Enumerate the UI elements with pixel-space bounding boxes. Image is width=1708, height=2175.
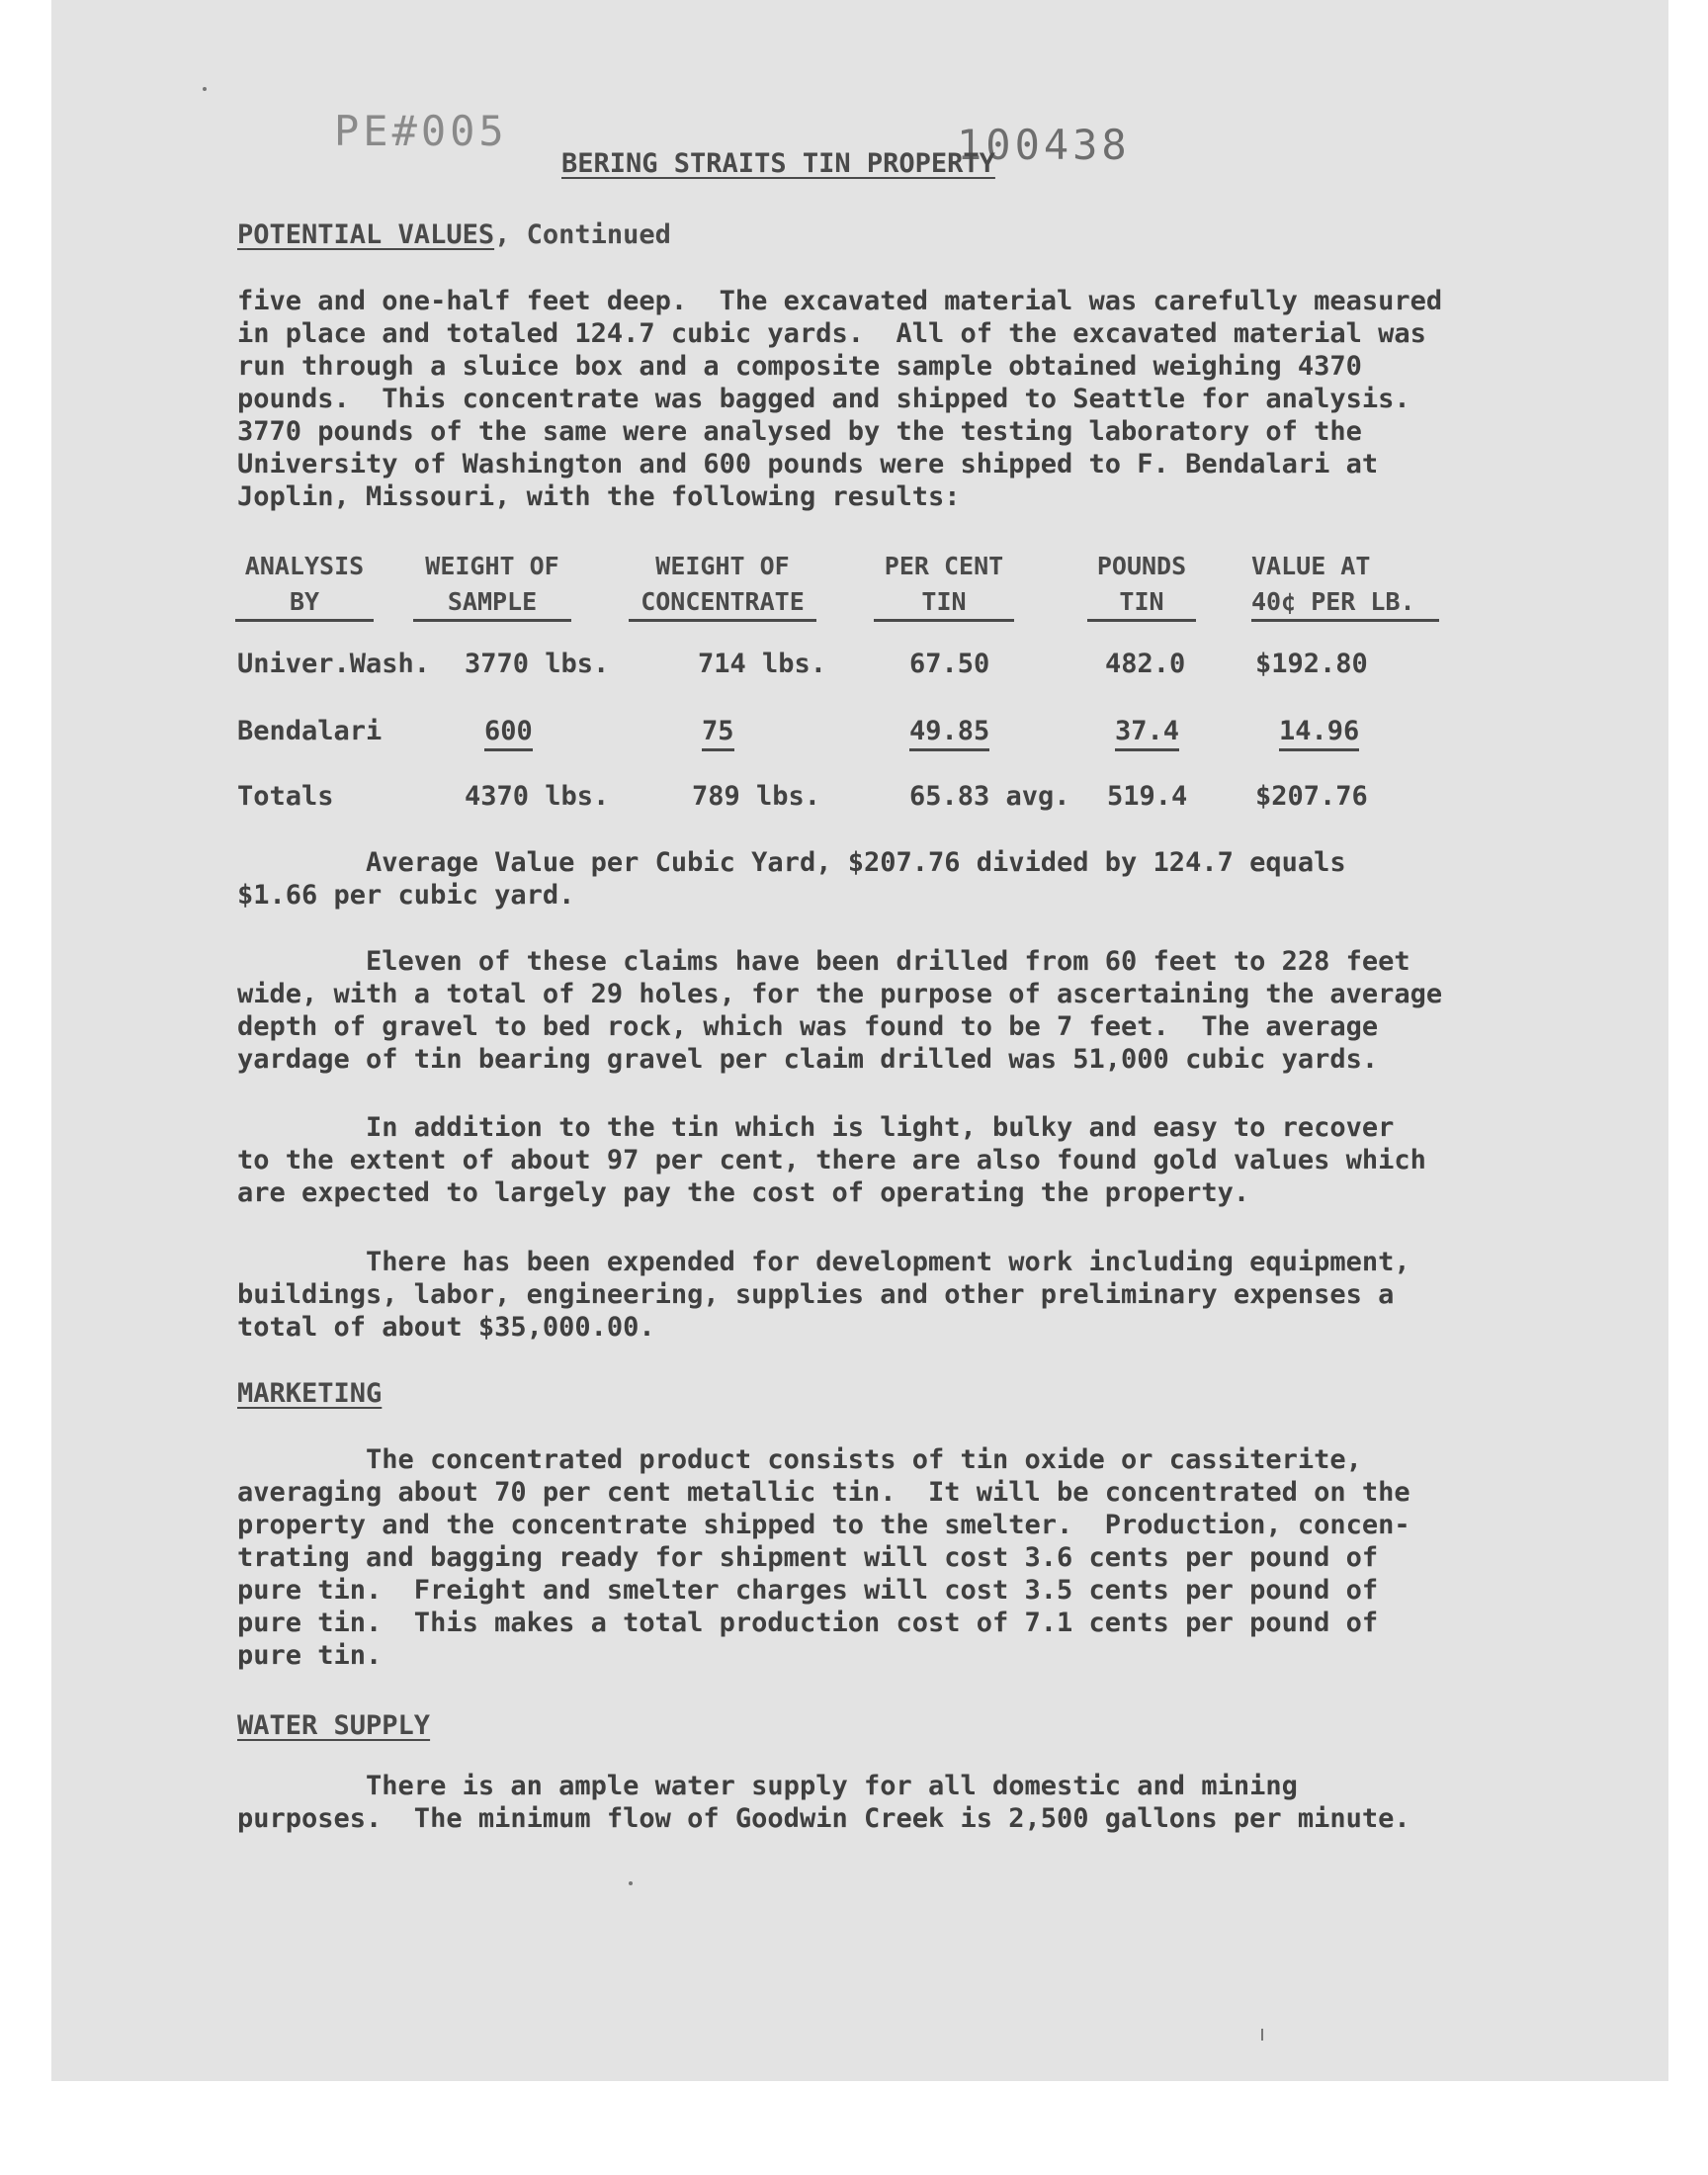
cell-value: 49.85 bbox=[909, 716, 989, 751]
header-line-1: PER CENT bbox=[884, 552, 1004, 580]
cell-value: 14.96 bbox=[1279, 716, 1359, 751]
paragraph-line: University of Washington and 600 pounds were shipped to F. Bendalari at bbox=[237, 449, 1379, 479]
cell-value: 600 bbox=[484, 716, 533, 751]
table-cell: $192.80 bbox=[1255, 649, 1368, 679]
paragraph-line: pure tin. Freight and smelter charges will cost 3.5 cents per pound of bbox=[237, 1575, 1379, 1606]
paragraph-line: In addition to the tin which is light, bulky and easy to recover bbox=[237, 1112, 1395, 1143]
table-cell: 67.50 bbox=[909, 649, 990, 679]
section-heading-main: POTENTIAL VALUES bbox=[237, 219, 495, 250]
paragraph-line: depth of gravel to bed rock, which was found to be 7 feet. The average bbox=[237, 1011, 1379, 1042]
section-heading-potential-values bbox=[237, 219, 671, 250]
table-cell-underlined bbox=[470, 716, 547, 746]
paragraph-line: to the extent of about 97 per cent, there are also found gold values which bbox=[237, 1145, 1426, 1175]
header-line-1: VALUE AT bbox=[1251, 552, 1371, 580]
header-line-2: CONCENTRATE bbox=[629, 585, 816, 622]
drilling-paragraph bbox=[237, 945, 1483, 1076]
table-cell-underlined bbox=[1267, 716, 1371, 746]
scan-margin bbox=[0, 2081, 1708, 2175]
header-line-2: TIN bbox=[1087, 585, 1196, 622]
paragraph-line: buildings, labor, engineering, supplies and other preliminary expenses a bbox=[237, 1279, 1395, 1310]
table-cell: Totals bbox=[237, 781, 334, 812]
paragraph-line: run through a sluice box and a composite sample obtained weighing 4370 bbox=[237, 351, 1362, 382]
water-supply-paragraph bbox=[237, 1770, 1483, 1835]
paragraph-line: property and the concentrate shipped to the smelter. Production, concen- bbox=[237, 1510, 1410, 1540]
header-line-1: WEIGHT OF bbox=[425, 552, 559, 580]
paragraph-line: There has been expended for development work including equipment, bbox=[237, 1247, 1410, 1277]
expenditure-paragraph bbox=[237, 1246, 1483, 1344]
gold-values-paragraph bbox=[237, 1111, 1483, 1209]
paragraph-line: five and one-half feet deep. The excavated material was carefully measured bbox=[237, 286, 1443, 316]
header-line-2: TIN bbox=[874, 585, 1014, 622]
paragraph-line: There is an ample water supply for all domestic and mining bbox=[237, 1771, 1298, 1801]
table-cell: 519.4 bbox=[1107, 781, 1188, 812]
table-cell: 789 lbs. bbox=[692, 781, 821, 812]
header-line-2: 40¢ PER LB. bbox=[1251, 585, 1439, 622]
cell-value: 37.4 bbox=[1115, 716, 1179, 751]
intro-paragraph bbox=[237, 285, 1483, 513]
table-cell: 3770 lbs. bbox=[465, 649, 610, 679]
table-cell-underlined bbox=[1107, 716, 1187, 746]
table-cell: Univer.Wash. bbox=[237, 649, 431, 679]
scan-speck bbox=[1261, 2029, 1263, 2041]
table-cell-underlined bbox=[909, 716, 989, 746]
cell-value: 75 bbox=[702, 716, 734, 751]
table-cell: 482.0 bbox=[1105, 649, 1186, 679]
table-cell: 714 lbs. bbox=[698, 649, 827, 679]
table-cell: 4370 lbs. bbox=[465, 781, 610, 812]
archive-stamp-left: PE#005 bbox=[334, 107, 508, 155]
section-heading-main: WATER SUPPLY bbox=[237, 1710, 431, 1741]
table-cell: $207.76 bbox=[1255, 781, 1368, 812]
header-line-1: ANALYSIS bbox=[244, 552, 365, 580]
document-title: BERING STRAITS TIN PROPERTY bbox=[561, 148, 995, 179]
paragraph-line: 3770 pounds of the same were analysed by the testing laboratory of the bbox=[237, 416, 1362, 447]
table-cell-underlined bbox=[692, 716, 744, 746]
paragraph-line: Joplin, Missouri, with the following results: bbox=[237, 481, 961, 512]
paragraph-line: Eleven of these claims have been drilled from 60 feet to 228 feet bbox=[237, 946, 1410, 977]
paragraph-line: The concentrated product consists of tin oxide or cassiterite, bbox=[237, 1444, 1362, 1475]
section-heading-marketing bbox=[237, 1378, 382, 1409]
paragraph-line: yardage of tin bearing gravel per claim drilled was 51,000 cubic yards. bbox=[237, 1044, 1379, 1075]
paragraph-line: trating and bagging ready for shipment will cost 3.6 cents per pound of bbox=[237, 1542, 1379, 1573]
marketing-paragraph bbox=[237, 1443, 1483, 1672]
paragraph-line: pounds. This concentrate was bagged and shipped to Seattle for analysis. bbox=[237, 384, 1410, 414]
section-heading-main: MARKETING bbox=[237, 1378, 383, 1409]
table-header-weight-of-sample bbox=[413, 550, 571, 622]
table-header-pounds-tin bbox=[1087, 550, 1196, 622]
paragraph-line: are expected to largely pay the cost of operating the property. bbox=[237, 1177, 1250, 1208]
paragraph-line: pure tin. bbox=[237, 1640, 383, 1671]
table-header-analysis-by bbox=[235, 550, 374, 622]
header-line-1: POUNDS bbox=[1096, 552, 1187, 580]
header-line-2: SAMPLE bbox=[413, 585, 571, 622]
paragraph-line: pure tin. This makes a total production cost of 7.1 cents per pound of bbox=[237, 1608, 1379, 1638]
paragraph-line: $1.66 per cubic yard. bbox=[237, 880, 575, 911]
table-header-value-at bbox=[1251, 550, 1439, 622]
scan-speck bbox=[203, 87, 207, 91]
paragraph-line: wide, with a total of 29 holes, for the purpose of ascertaining the average bbox=[237, 979, 1443, 1009]
table-cell: Bendalari bbox=[237, 716, 383, 746]
archive-stamp-right: 100438 bbox=[957, 121, 1131, 169]
paragraph-line: averaging about 70 per cent metallic tin. It will be concentrated on the bbox=[237, 1477, 1410, 1508]
paragraph-line: total of about $35,000.00. bbox=[237, 1312, 655, 1343]
scan-speck bbox=[629, 1881, 633, 1885]
table-cell: 65.83 avg. bbox=[909, 781, 1070, 812]
paragraph-line: in place and totaled 124.7 cubic yards. All of the excavated material was bbox=[237, 318, 1426, 349]
table-header-weight-of-concentrate bbox=[629, 550, 816, 622]
header-line-2: BY bbox=[235, 585, 374, 622]
section-heading-water-supply bbox=[237, 1710, 430, 1741]
paragraph-line: Average Value per Cubic Yard, $207.76 divided by 124.7 equals bbox=[237, 847, 1346, 878]
header-line-1: WEIGHT OF bbox=[655, 552, 790, 580]
average-value-paragraph bbox=[237, 846, 1483, 912]
table-header-per-cent-tin bbox=[874, 550, 1014, 622]
paragraph-line: purposes. The minimum flow of Goodwin Creek is 2,500 gallons per minute. bbox=[237, 1803, 1410, 1834]
section-heading-suffix: , Continued bbox=[494, 219, 671, 250]
